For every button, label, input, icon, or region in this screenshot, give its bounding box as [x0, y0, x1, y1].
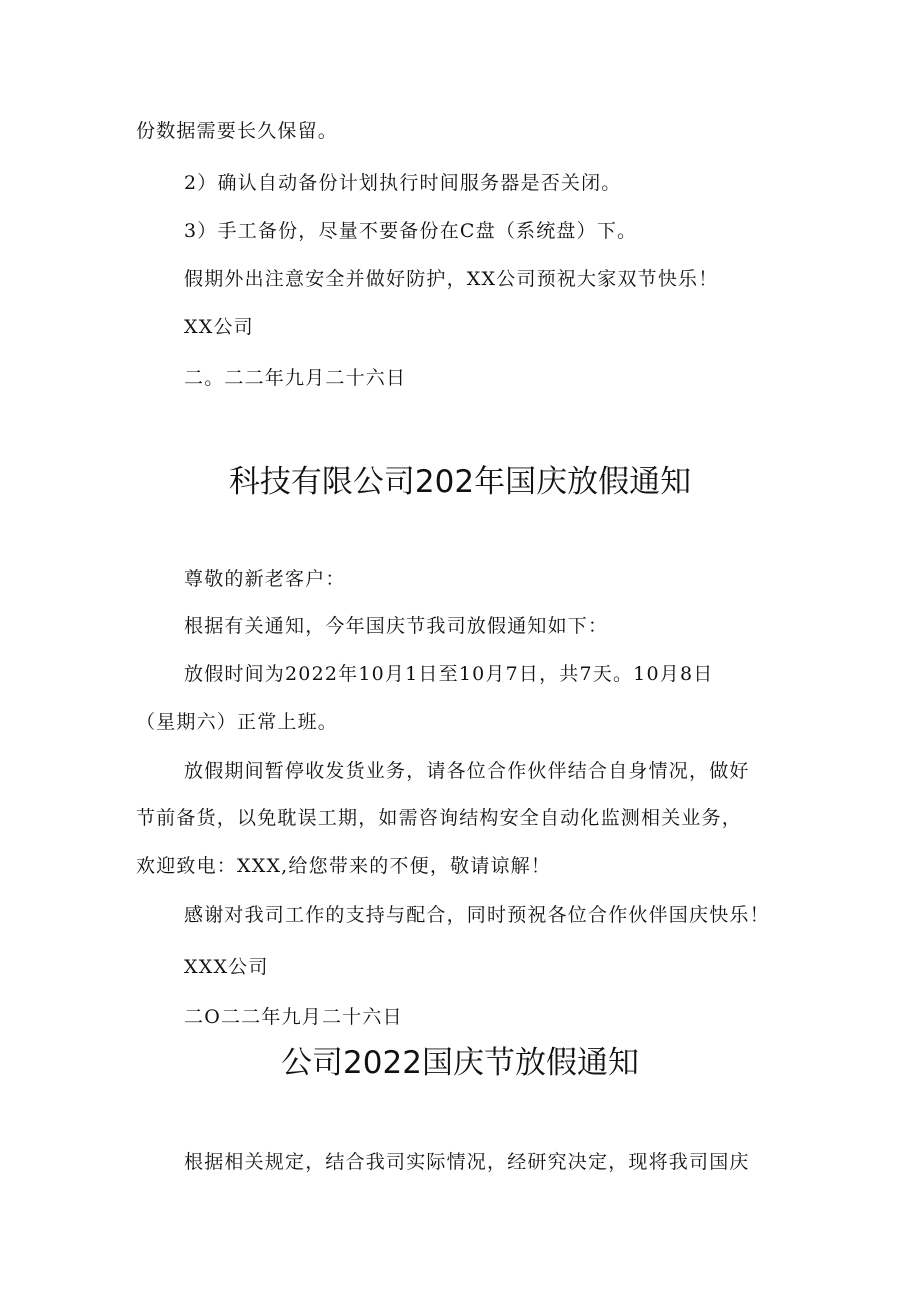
- paragraph-continuation: 份数据需要长久保留。: [136, 120, 339, 142]
- notice-paragraph-line1: 放假期间暂停收发货业务，请各位合作伙伴结合自身情况，做好: [184, 760, 750, 782]
- thanks-paragraph: 感谢对我司工作的支持与配合，同时预祝各位合作伙伴国庆快乐！: [184, 904, 770, 926]
- intro-paragraph: 根据有关通知，今年国庆节我司放假通知如下：: [184, 615, 609, 637]
- holiday-wish: 假期外出注意安全并做好防护，XX公司预祝大家双节快乐！: [184, 268, 719, 290]
- schedule-paragraph-line1: 放假时间为2022年10月1日至10月7日，共7天。10月8日: [184, 663, 714, 685]
- list-item-2: 2）确认自动备份计划执行时间服务器是否关闭。: [184, 172, 622, 194]
- signature: XXX公司: [184, 956, 269, 978]
- signature: XX公司: [184, 316, 254, 338]
- notice-title: 科技有限公司202年国庆放假通知: [228, 464, 692, 500]
- notice-paragraph-line3: 欢迎致电：XXX,给您带来的不便，敬请谅解！: [136, 855, 552, 877]
- body-paragraph-line1: 根据相关规定，结合我司实际情况，经研究决定，现将我司国庆: [184, 1151, 750, 1173]
- list-item-3: 3）手工备份，尽量不要备份在C盘（系统盘）下。: [184, 220, 638, 242]
- date-line: 二O二二年九月二十六日: [184, 1006, 403, 1028]
- notice-title: 公司2022国庆节放假通知: [281, 1045, 639, 1081]
- date-line: 二。二二年九月二十六日: [184, 367, 407, 389]
- notice-paragraph-line2: 节前备货，以免耽误工期，如需咨询结构安全自动化监测相关业务，: [136, 807, 743, 829]
- schedule-paragraph-line2: （星期六）正常上班。: [136, 711, 339, 733]
- greeting: 尊敬的新老客户：: [184, 568, 346, 590]
